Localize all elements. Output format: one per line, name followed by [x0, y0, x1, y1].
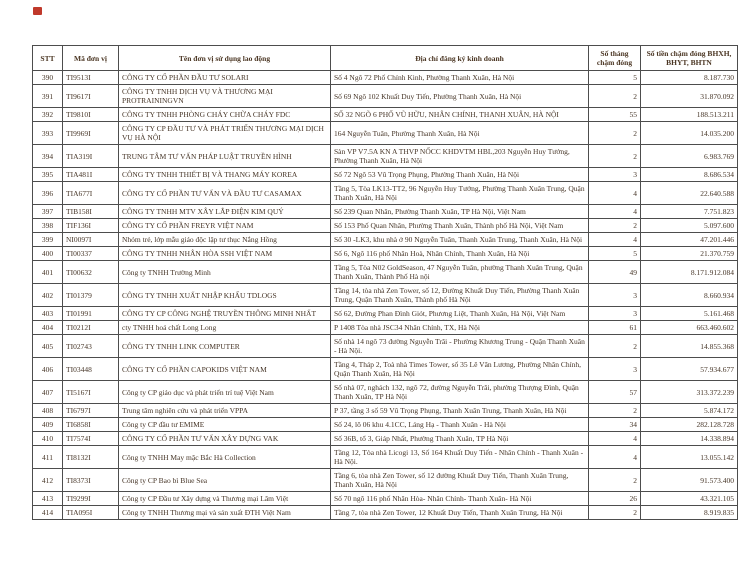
months-late-cell: 55 — [589, 108, 641, 122]
stt-cell: 391 — [33, 85, 63, 108]
months-late-cell: 2 — [589, 404, 641, 418]
stt-cell: 393 — [33, 122, 63, 145]
amount-cell: 5.097.600 — [641, 219, 738, 233]
address-cell: Số nhà 14 ngõ 73 đường Nguyễn Trãi - Phường Khương Trung - Quận Thanh Xuân - Hà Nội. — [331, 335, 589, 358]
employer-name-cell: CÔNG TY TNHH XUẤT NHẬP KHẨU TDLOGS — [119, 284, 331, 307]
amount-cell: 313.372.239 — [641, 381, 738, 404]
table-row — [33, 432, 738, 446]
header-address: Địa chỉ đăng ký kinh doanh — [331, 46, 589, 71]
address-cell: Số 30 -LK3, khu nhà ở 90 Nguyễn Tuân, Thanh Xuân Trung, Thanh Xuân, Hà Nội — [331, 233, 589, 247]
months-late-cell: 2 — [589, 335, 641, 358]
stt-cell: 408 — [33, 404, 63, 418]
months-late-cell: 2 — [589, 122, 641, 145]
address-cell: Số 24, lô 06 khu 4.1CC, Láng Hạ - Thanh Xuân - Hà Nội — [331, 418, 589, 432]
amount-cell: 22.640.588 — [641, 182, 738, 205]
address-cell: Tầng 5, Tòa LK13-TT2, 96 Nguyễn Huy Tưởng, Phường Thanh Xuân Trung, Quận Thanh Xuân, Hà Nội — [331, 182, 589, 205]
employer-name-cell: Nhóm trẻ, lớp mẫu giáo độc lập tư thục Nắng Hồng — [119, 233, 331, 247]
stt-cell: 404 — [33, 321, 63, 335]
stt-cell: 414 — [33, 506, 63, 520]
employer-name-cell: Công ty CP Bao bì Blue Sea — [119, 469, 331, 492]
address-cell: Tầng 14, tòa nhà Zen Tower, số 12, Đường Khuất Duy Tiến, Phường Thanh Xuân Trung, Quận Thanh Xuân, Thành phố Hà Nội — [331, 284, 589, 307]
unit-code-cell: TI9969I — [63, 122, 119, 145]
address-cell: Sàn VP V7.5A KN A THVP NỐCC KHDVTM HBL,203 Nguyễn Huy Tưởng, Phường Thanh Xuân, Hà Nội — [331, 145, 589, 168]
employer-name-cell: CÔNG TY TNHH THIẾT BỊ VÀ THANG MÁY KOREA — [119, 168, 331, 182]
amount-cell: 5.161.468 — [641, 307, 738, 321]
stt-cell: 394 — [33, 145, 63, 168]
employer-name-cell: CÔNG TY CP ĐẦU TƯ VÀ PHÁT TRIỂN THƯƠNG MẠI DỊCH VỤ HÀ NỘI — [119, 122, 331, 145]
amount-cell: 8.171.912.084 — [641, 261, 738, 284]
stt-cell: 400 — [33, 247, 63, 261]
amount-cell: 6.983.769 — [641, 145, 738, 168]
amount-cell: 43.321.105 — [641, 492, 738, 506]
unit-code-cell: TI9299I — [63, 492, 119, 506]
table-row — [33, 381, 738, 404]
unit-code-cell: TI00632 — [63, 261, 119, 284]
address-cell: Tầng 12, Tòa nhà Licogi 13, Số 164 Khuất Duy Tiến - Nhân Chính - Thanh Xuân - Hà Nội. — [331, 446, 589, 469]
months-late-cell: 3 — [589, 307, 641, 321]
unit-code-cell: TI5167I — [63, 381, 119, 404]
months-late-cell: 34 — [589, 418, 641, 432]
table-row — [33, 284, 738, 307]
table-row — [33, 108, 738, 122]
address-cell: Số 4 Ngõ 72 Phố Chính Kinh, Phường Thanh Xuân, Hà Nội — [331, 71, 589, 85]
employer-name-cell: CÔNG TY TNHH NHÂN HÒA SSH VIỆT NAM — [119, 247, 331, 261]
employer-name-cell: Công ty TNHH Trường Minh — [119, 261, 331, 284]
months-late-cell: 4 — [589, 446, 641, 469]
months-late-cell: 4 — [589, 205, 641, 219]
employer-name-cell: TRUNG TÂM TƯ VẤN PHÁP LUẬT TRUYỀN HÌNH — [119, 145, 331, 168]
stt-cell: 392 — [33, 108, 63, 122]
unit-code-cell: TI0212I — [63, 321, 119, 335]
unit-code-cell: TI7574I — [63, 432, 119, 446]
employer-name-cell: Trung tâm nghiên cứu và phát triển VPPA — [119, 404, 331, 418]
address-cell: Tầng 7, tòa nhà Zen Tower, 12 Khuất Duy Tiến, Thanh Xuân Trung, Hà Nội — [331, 506, 589, 520]
amount-cell: 13.055.142 — [641, 446, 738, 469]
unit-code-cell: TI6797I — [63, 404, 119, 418]
unit-code-cell: TI03448 — [63, 358, 119, 381]
employer-name-cell: CÔNG TY CP CÔNG NGHỆ TRUYỀN THÔNG MINH NHẤT — [119, 307, 331, 321]
months-late-cell: 2 — [589, 506, 641, 520]
amount-cell: 57.934.677 — [641, 358, 738, 381]
unit-code-cell: TI6858I — [63, 418, 119, 432]
employer-name-cell: CÔNG TY CỔ PHẦN CAPOKIDS VIỆT NAM — [119, 358, 331, 381]
employer-name-cell: CÔNG TY CỔ PHẦN FREYR VIỆT NAM — [119, 219, 331, 233]
amount-cell: 14.855.368 — [641, 335, 738, 358]
employer-name-cell: CÔNG TY TNHH MTV XÂY LẮP ĐIỆN KIM QUÝ — [119, 205, 331, 219]
table-header-row — [33, 46, 738, 71]
address-cell: P 37, tầng 3 số 59 Vũ Trọng Phụng, Thanh Xuân Trung, Thanh Xuân, Hà Nội — [331, 404, 589, 418]
months-late-cell: 61 — [589, 321, 641, 335]
months-late-cell: 5 — [589, 247, 641, 261]
stt-cell: 405 — [33, 335, 63, 358]
unit-code-cell: TI02743 — [63, 335, 119, 358]
stt-cell: 407 — [33, 381, 63, 404]
unit-code-cell: TIF136I — [63, 219, 119, 233]
unit-code-cell: TI9513I — [63, 71, 119, 85]
employer-name-cell: Công ty TNHH Thương mại và sản xuất ĐTH Việt Nam — [119, 506, 331, 520]
months-late-cell: 57 — [589, 381, 641, 404]
months-late-cell: 3 — [589, 358, 641, 381]
unit-code-cell: TIA319I — [63, 145, 119, 168]
unit-code-cell: TIA677I — [63, 182, 119, 205]
unit-code-cell: TI9617I — [63, 85, 119, 108]
months-late-cell: 5 — [589, 71, 641, 85]
amount-cell: 8.660.934 — [641, 284, 738, 307]
late-payment-table — [32, 45, 738, 520]
stt-cell: 403 — [33, 307, 63, 321]
months-late-cell: 3 — [589, 284, 641, 307]
employer-name-cell: Công ty CP đầu tư EMIME — [119, 418, 331, 432]
amount-cell: 14.035.200 — [641, 122, 738, 145]
address-cell: Tầng 5, Tòa N02 GoldSeason, 47 Nguyễn Tuân, phường Thanh Xuân Trung, Quận Thanh Xuân, Thành Phố Hà nội — [331, 261, 589, 284]
table-row — [33, 261, 738, 284]
late-payment-table-container — [32, 45, 738, 520]
amount-cell: 8.686.534 — [641, 168, 738, 182]
address-cell: Tầng 4, Tháp 2, Toà nhà Times Tower, số 35 Lê Văn Lương, Phường Nhân Chính, Quận Thanh Xuân, Hà Nội — [331, 358, 589, 381]
months-late-cell: 4 — [589, 182, 641, 205]
unit-code-cell: TIA095I — [63, 506, 119, 520]
stt-cell: 401 — [33, 261, 63, 284]
table-row — [33, 492, 738, 506]
table-row — [33, 122, 738, 145]
stt-cell: 410 — [33, 432, 63, 446]
table-row — [33, 182, 738, 205]
address-cell: 164 Nguyễn Tuân, Phường Thanh Xuân, Hà Nội — [331, 122, 589, 145]
address-cell: Tầng 6, tòa nhà Zen Tower, số 12 đường Khuất Duy Tiến, Thanh Xuân Trung, Thanh Xuân, Hà Nội — [331, 469, 589, 492]
table-row — [33, 233, 738, 247]
amount-cell: 7.751.823 — [641, 205, 738, 219]
unit-code-cell: TI8373I — [63, 469, 119, 492]
table-row — [33, 85, 738, 108]
unit-code-cell: TIB158I — [63, 205, 119, 219]
table-row — [33, 358, 738, 381]
amount-cell: 47.201.446 — [641, 233, 738, 247]
months-late-cell: 2 — [589, 85, 641, 108]
months-late-cell: 49 — [589, 261, 641, 284]
address-cell: Số 153 Phố Quan Nhân, Phường Thanh Xuân, Thành phố Hà Nội, Việt Nam — [331, 219, 589, 233]
table-row — [33, 418, 738, 432]
stt-cell: 395 — [33, 168, 63, 182]
months-late-cell: 2 — [589, 145, 641, 168]
amount-cell: 5.874.172 — [641, 404, 738, 418]
months-late-cell: 3 — [589, 168, 641, 182]
header-stt: STT — [33, 46, 63, 71]
employer-name-cell: CÔNG TY TNHH DỊCH VỤ VÀ THƯƠNG MẠI PROTRAININGVN — [119, 85, 331, 108]
table-row — [33, 168, 738, 182]
address-cell: Số 62, Đường Phan Đình Giót, Phương Liệt, Thanh Xuân, Hà Nội, Việt Nam — [331, 307, 589, 321]
unit-code-cell: TI8132I — [63, 446, 119, 469]
table-row — [33, 335, 738, 358]
amount-cell: 21.370.759 — [641, 247, 738, 261]
address-cell: Số 69 Ngõ 102 Khuất Duy Tiến, Phường Thanh Xuân, Hà Nội — [331, 85, 589, 108]
stt-cell: 396 — [33, 182, 63, 205]
header-months-late: Số tháng chậm đóng — [589, 46, 641, 71]
stt-cell: 406 — [33, 358, 63, 381]
table-row — [33, 404, 738, 418]
employer-name-cell: CÔNG TY CỔ PHẦN ĐẦU TƯ SOLARI — [119, 71, 331, 85]
table-row — [33, 247, 738, 261]
stt-cell: 409 — [33, 418, 63, 432]
header-unit-code: Mã đơn vị — [63, 46, 119, 71]
table-row — [33, 321, 738, 335]
employer-name-cell: cty TNHH hoá chất Long Long — [119, 321, 331, 335]
amount-cell: 188.513.211 — [641, 108, 738, 122]
employer-name-cell: CÔNG TY CỔ PHẦN TƯ VẤN VÀ ĐẦU TƯ CASAMAX — [119, 182, 331, 205]
amount-cell: 8.919.835 — [641, 506, 738, 520]
table-row — [33, 446, 738, 469]
employer-name-cell: CÔNG TY TNHH LINK COMPUTER — [119, 335, 331, 358]
table-row — [33, 506, 738, 520]
red-marker-icon — [33, 7, 42, 15]
amount-cell: 14.338.894 — [641, 432, 738, 446]
address-cell: P 1408 Tòa nhà JSC34 Nhân Chính, TX, Hà Nội — [331, 321, 589, 335]
stt-cell: 397 — [33, 205, 63, 219]
address-cell: Số 239 Quan Nhân, Phường Thanh Xuân, TP Hà Nội, Việt Nam — [331, 205, 589, 219]
stt-cell: 390 — [33, 71, 63, 85]
unit-code-cell: TI00337 — [63, 247, 119, 261]
address-cell: Số 36B, tổ 3, Giáp Nhất, Phường Thanh Xuân, TP Hà Nội — [331, 432, 589, 446]
address-cell: Số 72 Ngõ 53 Vũ Trọng Phụng, Phường Thanh Xuân, Hà Nội — [331, 168, 589, 182]
address-cell: Số nhà 07, nghách 132, ngõ 72, đường Nguyễn Trãi, phường Thượng Đình, Quận Thanh Xuân, TP Hà Nội — [331, 381, 589, 404]
table-row — [33, 307, 738, 321]
months-late-cell: 4 — [589, 233, 641, 247]
header-employer-name: Tên đơn vị sử dụng lao động — [119, 46, 331, 71]
table-row — [33, 469, 738, 492]
amount-cell: 8.187.730 — [641, 71, 738, 85]
unit-code-cell: TIA481I — [63, 168, 119, 182]
unit-code-cell: TI9810I — [63, 108, 119, 122]
amount-cell: 282.128.728 — [641, 418, 738, 432]
months-late-cell: 4 — [589, 432, 641, 446]
table-row — [33, 219, 738, 233]
header-amount-late: Số tiền chậm đóng BHXH, BHYT, BHTN — [641, 46, 738, 71]
months-late-cell: 2 — [589, 219, 641, 233]
months-late-cell: 26 — [589, 492, 641, 506]
months-late-cell: 2 — [589, 469, 641, 492]
employer-name-cell: CÔNG TY TNHH PHÒNG CHÁY CHỮA CHÁY FDC — [119, 108, 331, 122]
address-cell: Số 70 ngõ 116 phố Nhân Hòa- Nhân Chính- Thanh Xuân- Hà Nội — [331, 492, 589, 506]
stt-cell: 399 — [33, 233, 63, 247]
stt-cell: 411 — [33, 446, 63, 469]
table-row — [33, 205, 738, 219]
stt-cell: 402 — [33, 284, 63, 307]
stt-cell: 413 — [33, 492, 63, 506]
table-row — [33, 145, 738, 168]
employer-name-cell: Công ty CP Đầu tư Xây dựng và Thương mại Lâm Việt — [119, 492, 331, 506]
unit-code-cell: TI01991 — [63, 307, 119, 321]
amount-cell: 91.573.400 — [641, 469, 738, 492]
employer-name-cell: CÔNG TY CỔ PHẦN TƯ VẤN XÂY DỰNG VAK — [119, 432, 331, 446]
stt-cell: 398 — [33, 219, 63, 233]
unit-code-cell: TI01379 — [63, 284, 119, 307]
table-row — [33, 71, 738, 85]
unit-code-cell: NI0097I — [63, 233, 119, 247]
stt-cell: 412 — [33, 469, 63, 492]
amount-cell: 31.870.092 — [641, 85, 738, 108]
employer-name-cell: Công ty CP giáo dục và phát triển trí tuệ Việt Nam — [119, 381, 331, 404]
amount-cell: 663.460.602 — [641, 321, 738, 335]
employer-name-cell: Công ty TNHH May mặc Bắc Hà Collection — [119, 446, 331, 469]
address-cell: Số 6, Ngõ 116 phố Nhân Hoà, Nhân Chính, Thanh Xuân, Hà Nội — [331, 247, 589, 261]
address-cell: SỐ 32 NGÕ 6 PHỐ VŨ HỮU, NHÂN CHÍNH, THANH XUÂN, HÀ NỘI — [331, 108, 589, 122]
